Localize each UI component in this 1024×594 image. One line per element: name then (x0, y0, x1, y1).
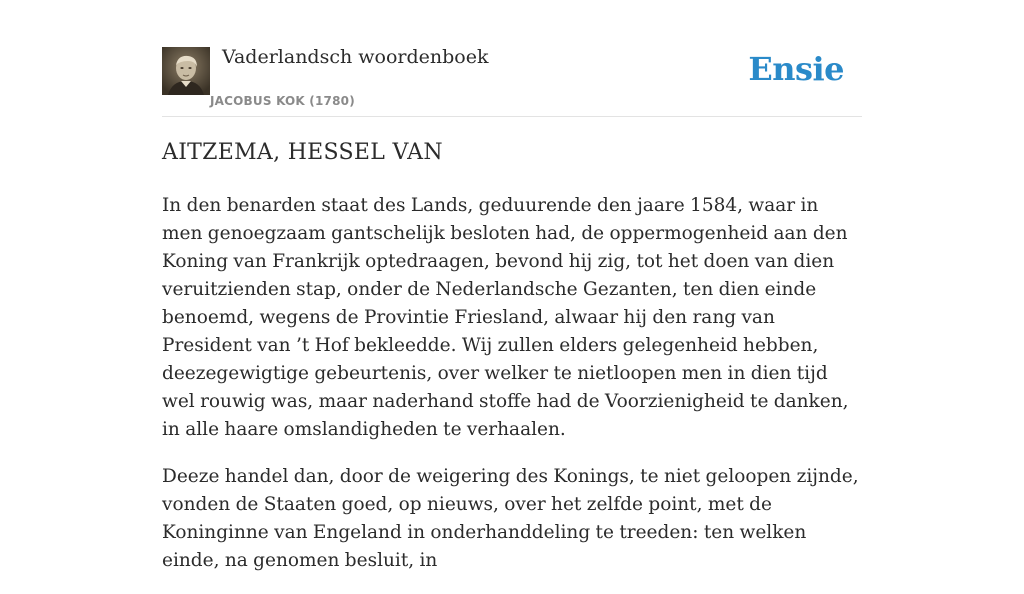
entry-paragraph: In den benarden staat des Lands, geduurende den jaare 1584, waar in men genoegzaam gantschelijk besloten had, de oppermogenheid aan den Koning van Frankrijk optedraagen, bevond hij zig, tot het doen van dien veruitzienden stap, onder de Nederlandsche Gezanten, ten dien einde benoemd, wegens de Provintie Friesland, alwaar hij den rang van President van ’t Hof bekleedde. Wij zullen elders gelegenheid hebben, deezegewigtige gebeurtenis, over welker te nietloopen men in dien tijd wel rouwig was, maar naderhand stoffe had de Voorzienigheid te danken, in alle haare omslandigheden te verhaalen. (162, 195, 849, 440)
author-label: JACOBUS KOK (1780) (210, 94, 355, 108)
author-portrait-avatar[interactable] (162, 47, 210, 95)
page-header (162, 0, 862, 117)
ensie-logo[interactable]: Ensie (748, 50, 844, 88)
portrait-icon (162, 47, 210, 95)
entry-paragraph: Deeze handel dan, door de weigering des Konings, te niet geloopen zijnde, vonden de Staaten goed, op nieuws, over het zelfde point, met de Koninginne van Engeland in onderhanddeling te treeden: ten welken einde, na genomen besluit, in (162, 466, 859, 571)
book-title-link[interactable]: Vaderlandsch woordenboek (222, 46, 489, 68)
page-container (162, 0, 862, 571)
entry-body (162, 192, 862, 594)
entry-title: AITZEMA, HESSEL VAN (162, 140, 443, 165)
